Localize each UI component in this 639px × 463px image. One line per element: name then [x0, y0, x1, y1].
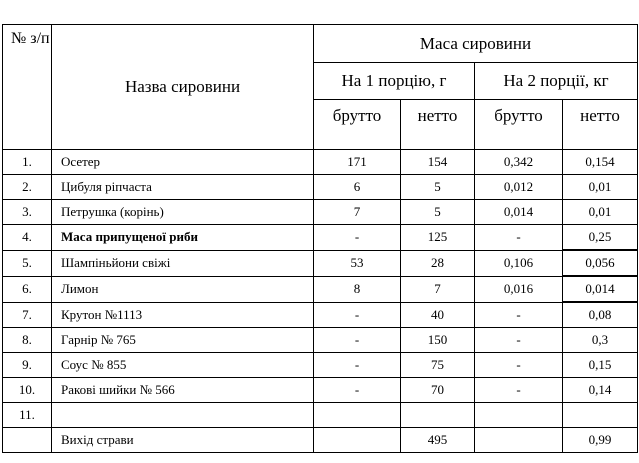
net-1-portion: 495	[401, 428, 475, 453]
ingredient-name: Крутон №1113	[52, 302, 314, 328]
row-number: 10.	[3, 378, 52, 403]
net-2-portions: 0,15	[563, 353, 638, 378]
row-number: 1.	[3, 150, 52, 175]
row-number: 7.	[3, 302, 52, 328]
net-1-portion: 7	[401, 276, 475, 302]
row-number: 9.	[3, 353, 52, 378]
net-1-portion: 150	[401, 328, 475, 353]
row-number: 2.	[3, 175, 52, 200]
ingredient-name: Соус № 855	[52, 353, 314, 378]
table-row	[3, 378, 638, 403]
net-2-portions: 0,01	[563, 175, 638, 200]
gross-2-portions: -	[475, 378, 563, 403]
row-number: 5.	[3, 250, 52, 276]
ingredient-name: Маса припущеної риби	[52, 225, 314, 251]
header-per-1-portion: На 1 порцію, г	[314, 63, 475, 100]
gross-1-portion	[314, 403, 401, 428]
gross-2-portions: -	[475, 328, 563, 353]
gross-1-portion: 171	[314, 150, 401, 175]
gross-2-portions: 0,106	[475, 250, 563, 276]
header-gross-2: брутто	[475, 100, 563, 150]
gross-2-portions	[475, 428, 563, 453]
gross-2-portions: -	[475, 302, 563, 328]
ingredient-name: Осетер	[52, 150, 314, 175]
row-number: 4.	[3, 225, 52, 251]
gross-2-portions: 0,342	[475, 150, 563, 175]
net-2-portions: 0,08	[563, 302, 638, 328]
table-row	[3, 428, 638, 453]
table-row	[3, 403, 638, 428]
table-header	[3, 25, 638, 150]
table-row	[3, 302, 638, 328]
gross-1-portion: -	[314, 353, 401, 378]
header-net-2: нетто	[563, 100, 638, 150]
gross-2-portions: 0,016	[475, 276, 563, 302]
table-row	[3, 225, 638, 251]
net-2-portions: 0,01	[563, 200, 638, 225]
gross-1-portion: -	[314, 378, 401, 403]
table-row	[3, 175, 638, 200]
net-2-portions: 0,014	[563, 276, 638, 302]
net-1-portion: 40	[401, 302, 475, 328]
net-1-portion: 75	[401, 353, 475, 378]
gross-1-portion: 8	[314, 276, 401, 302]
gross-2-portions: 0,012	[475, 175, 563, 200]
header-gross-1: брутто	[314, 100, 401, 150]
row-number: 11.	[3, 403, 52, 428]
header-number: № з/п	[3, 25, 52, 150]
net-2-portions: 0,056	[563, 250, 638, 276]
row-number: 6.	[3, 276, 52, 302]
table-row	[3, 353, 638, 378]
gross-1-portion: 6	[314, 175, 401, 200]
net-2-portions: 0,25	[563, 225, 638, 251]
net-1-portion: 28	[401, 250, 475, 276]
ingredient-name: Ракові шийки № 566	[52, 378, 314, 403]
table-row	[3, 150, 638, 175]
header-name: Назва сировини	[52, 25, 314, 150]
net-2-portions: 0,3	[563, 328, 638, 353]
gross-2-portions: -	[475, 225, 563, 251]
table-row	[3, 328, 638, 353]
gross-1-portion: -	[314, 302, 401, 328]
net-1-portion: 5	[401, 175, 475, 200]
net-1-portion: 70	[401, 378, 475, 403]
table-row	[3, 200, 638, 225]
gross-2-portions: 0,014	[475, 200, 563, 225]
ingredient-name: Цибуля ріпчаста	[52, 175, 314, 200]
recipe-table	[2, 24, 638, 453]
net-1-portion: 154	[401, 150, 475, 175]
net-2-portions: 0,14	[563, 378, 638, 403]
gross-1-portion: 53	[314, 250, 401, 276]
row-number	[3, 428, 52, 453]
table-row	[3, 250, 638, 276]
net-2-portions: 0,154	[563, 150, 638, 175]
ingredient-name: Петрушка (корінь)	[52, 200, 314, 225]
gross-1-portion: -	[314, 225, 401, 251]
net-2-portions	[563, 403, 638, 428]
net-1-portion	[401, 403, 475, 428]
ingredient-name: Лимон	[52, 276, 314, 302]
net-1-portion: 125	[401, 225, 475, 251]
gross-2-portions: -	[475, 353, 563, 378]
ingredient-name	[52, 403, 314, 428]
row-number: 8.	[3, 328, 52, 353]
header-mass: Маса сировини	[314, 25, 638, 63]
net-1-portion: 5	[401, 200, 475, 225]
table-row	[3, 276, 638, 302]
table-body	[3, 150, 638, 453]
ingredient-name: Шампіньйони свіжі	[52, 250, 314, 276]
header-net-1: нетто	[401, 100, 475, 150]
ingredient-name: Вихід страви	[52, 428, 314, 453]
gross-1-portion	[314, 428, 401, 453]
gross-1-portion: -	[314, 328, 401, 353]
ingredient-name: Гарнір № 765	[52, 328, 314, 353]
gross-1-portion: 7	[314, 200, 401, 225]
row-number: 3.	[3, 200, 52, 225]
net-2-portions: 0,99	[563, 428, 638, 453]
gross-2-portions	[475, 403, 563, 428]
header-per-2-portions: На 2 порції, кг	[475, 63, 638, 100]
